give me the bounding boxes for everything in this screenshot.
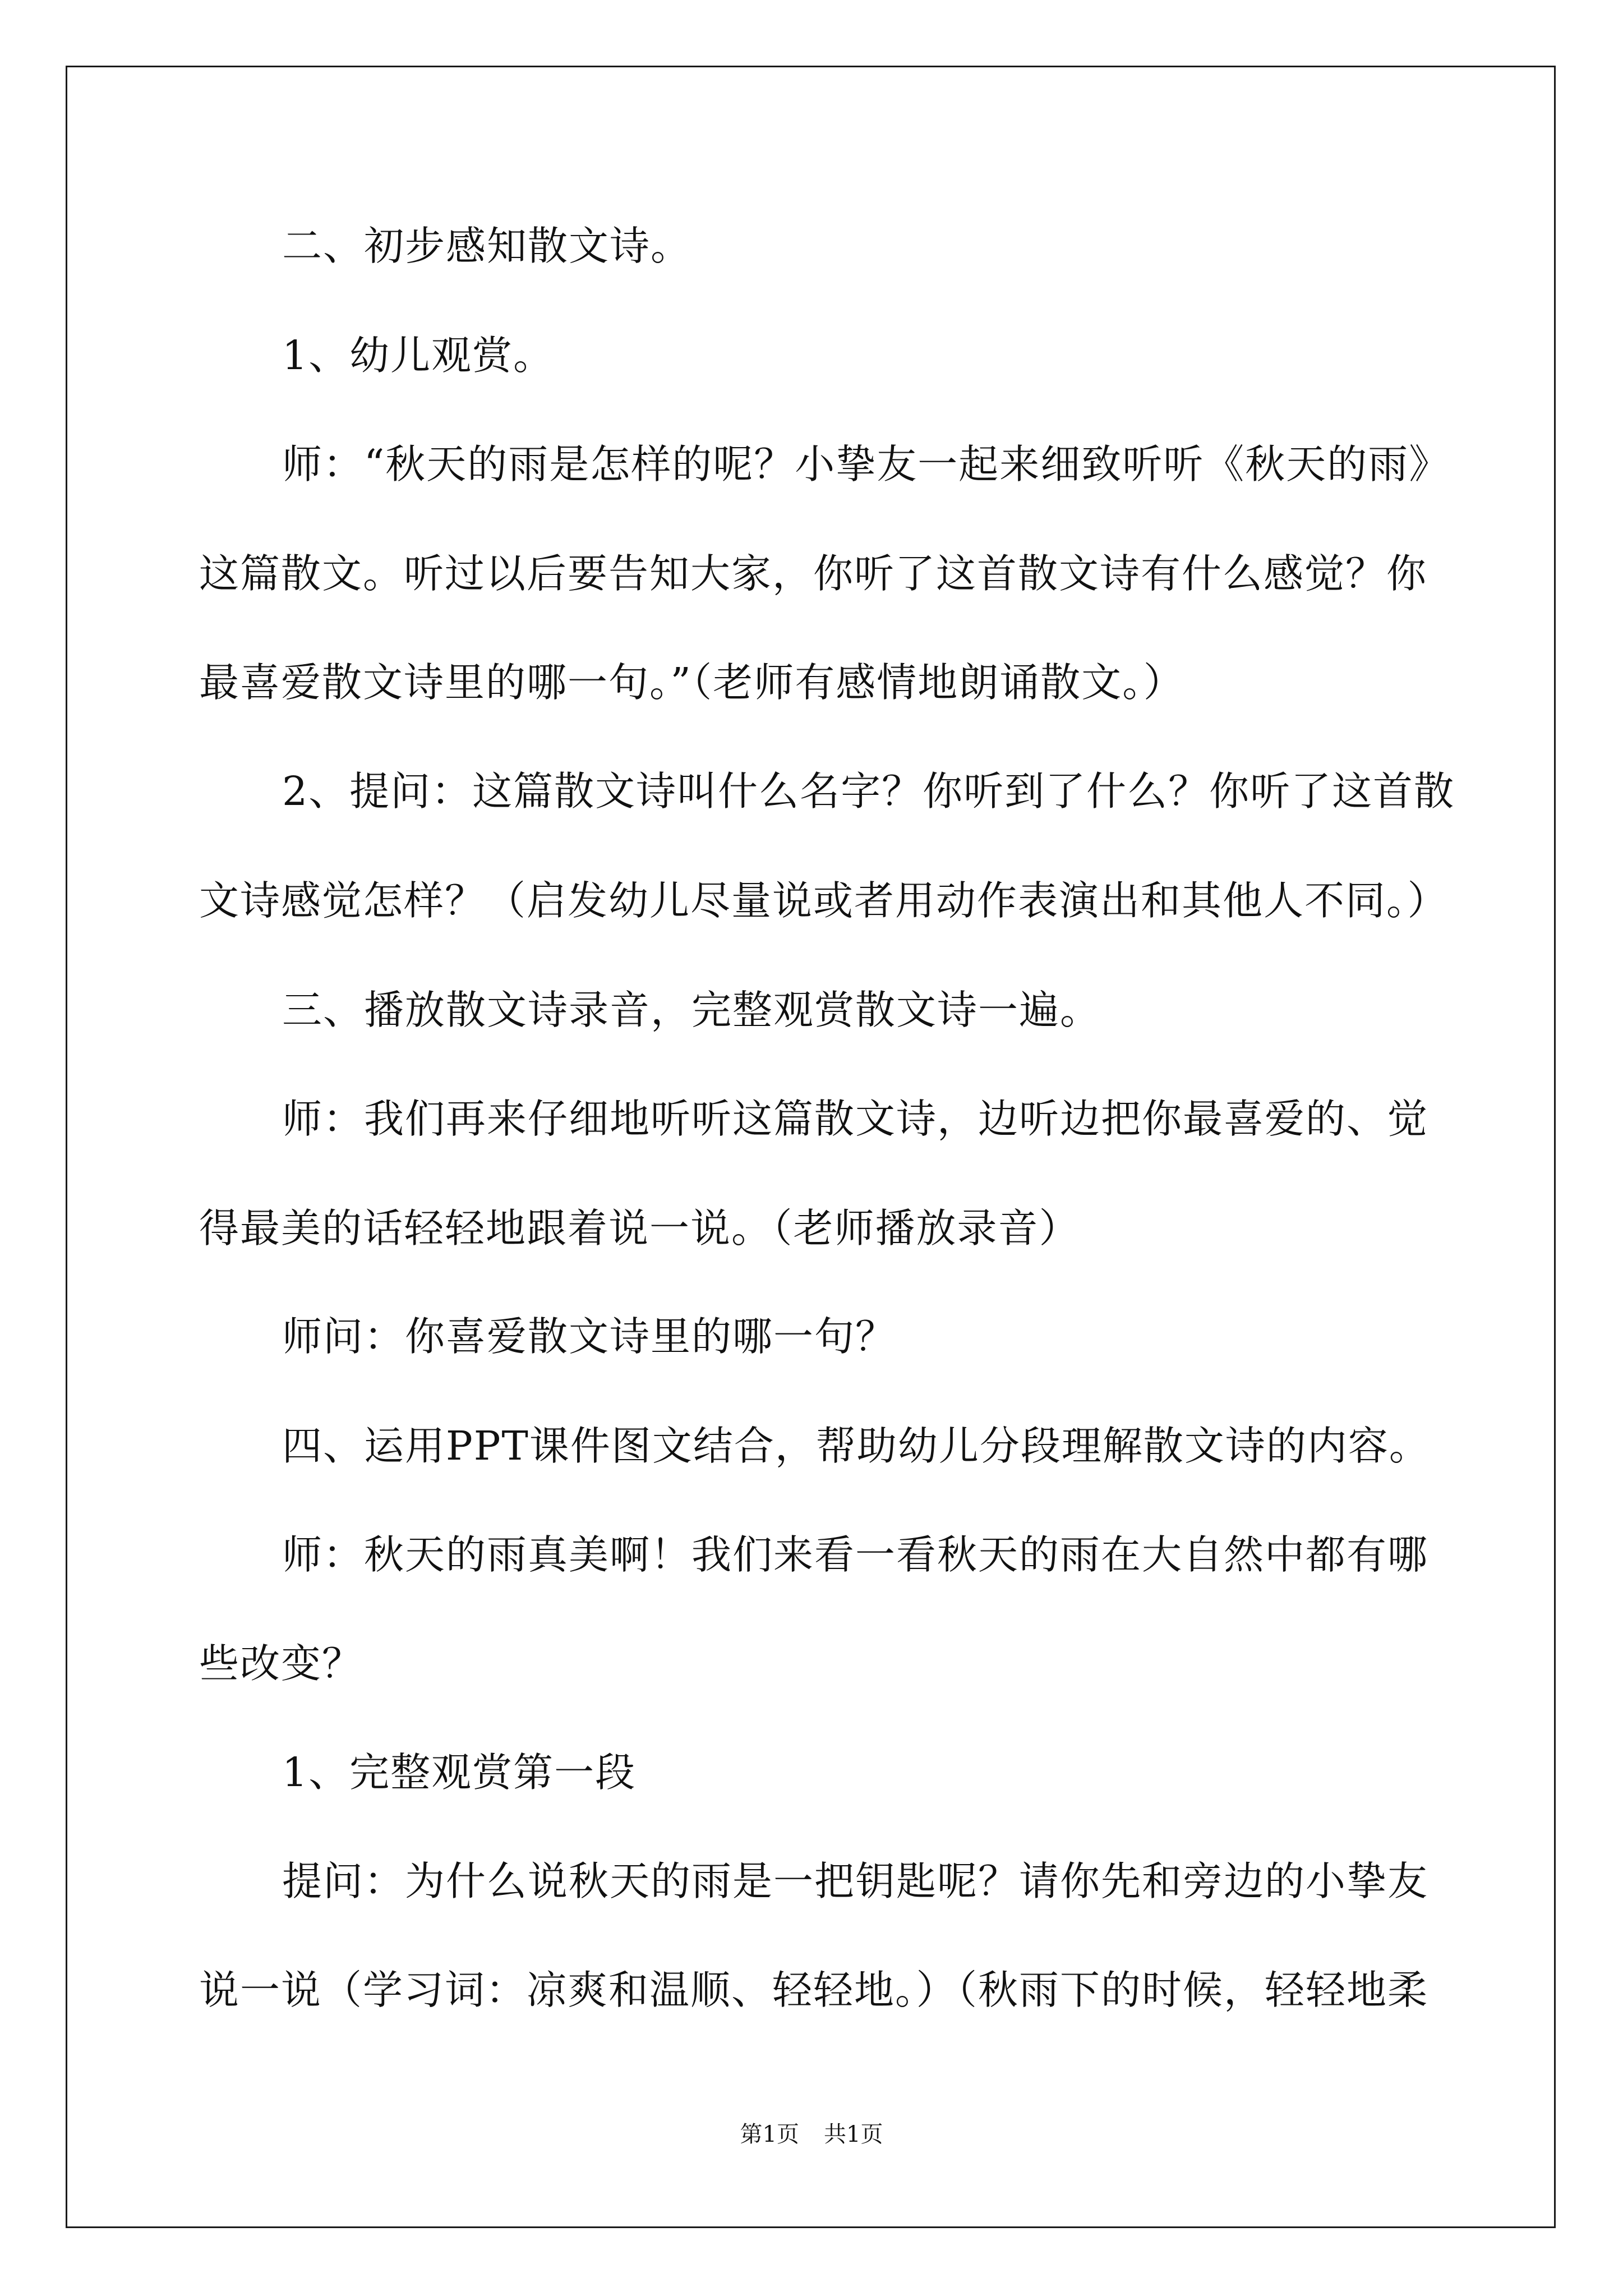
text-line-17: 说一说（学习词：凉爽和温顺、轻轻地。）（秋雨下的时候，轻轻地柔 [199,1967,1429,2013]
text-line-9: 师：我们再来仔细地听听这篇散文诗，边听边把你最喜爱的、觉 [282,1096,1429,1142]
text-line-11: 师问：你喜爱散文诗里的哪一句？ [282,1313,897,1360]
page-number: 第1页 [740,2122,799,2147]
text-line-7: 文诗感觉怎样？（启发幼儿尽量说或者用动作表演出和其他人不同。） [199,877,1449,924]
text-line-1: 二、初步感知散文诗。 [282,223,692,269]
text-line-8: 三、播放散文诗录音，完整观赏散文诗一遍。 [282,987,1101,1033]
text-line-3: 师：“秋天的雨是怎样的呢？小挚友一起来细致听听《秋天的雨》 [282,441,1450,487]
text-line-15: 1、完整观赏第一段 [282,1749,637,1796]
text-line-6: 2、提问：这篇散文诗叫什么名字？你听到了什么？你听了这首散 [282,768,1455,815]
page-footer [0,2120,1623,2148]
text-line-14: 些改变？ [199,1640,363,1687]
text-line-5: 最喜爱散文诗里的哪一句。”（老师有感情地朗诵散文。） [199,659,1184,706]
text-line-10: 得最美的话轻轻地跟着说一说。（老师播放录音） [199,1205,1080,1251]
text-line-4: 这篇散文。听过以后要告知大家，你听了这首散文诗有什么感觉？你 [199,550,1428,597]
page-total: 共1页 [824,2122,883,2147]
text-line-2: 1、幼儿观赏。 [282,332,555,379]
text-line-16: 提问：为什么说秋天的雨是一把钥匙呢？请你先和旁边的小挚友 [282,1858,1429,1904]
text-line-13: 师：秋天的雨真美啊！我们来看一看秋天的雨在大自然中都有哪 [282,1531,1429,1578]
text-line-12: 四、运用PPT课件图文结合，帮助幼儿分段理解散文诗的内容。 [282,1423,1430,1469]
